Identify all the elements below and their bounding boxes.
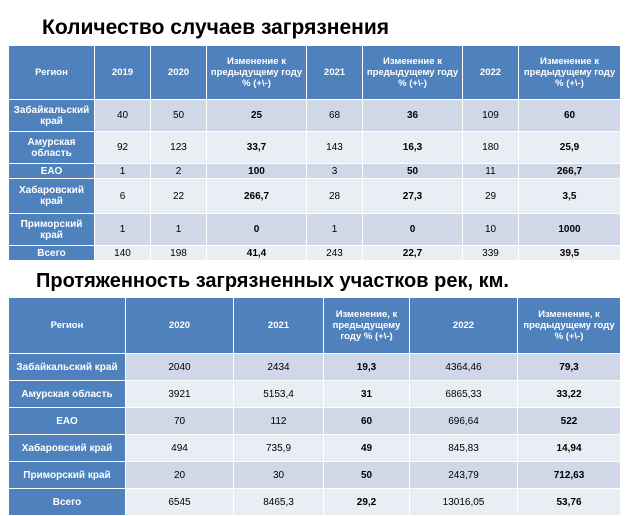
change-cell: 27,3 <box>363 179 463 214</box>
region-cell: Амурская область <box>9 132 95 164</box>
table-header-row <box>9 46 621 100</box>
change-cell: 25,9 <box>519 132 621 164</box>
value-cell: 13016,05 <box>410 489 518 516</box>
change-cell: 60 <box>324 408 410 435</box>
value-cell: 10 <box>463 214 519 246</box>
value-cell: 30 <box>234 462 324 489</box>
change-cell: 1000 <box>519 214 621 246</box>
value-cell: 70 <box>126 408 234 435</box>
value-cell: 198 <box>151 246 207 261</box>
column-header: Изменение к предыдущему году % (+\-) <box>363 46 463 100</box>
region-cell: Всего <box>9 246 95 261</box>
column-header: Регион <box>9 46 95 100</box>
region-cell: Амурская область <box>9 381 126 408</box>
column-header: 2021 <box>234 298 324 354</box>
value-cell: 180 <box>463 132 519 164</box>
value-cell: 8465,3 <box>234 489 324 516</box>
value-cell: 243,79 <box>410 462 518 489</box>
table-row <box>9 408 621 435</box>
column-header: Регион <box>9 298 126 354</box>
table-row <box>9 354 621 381</box>
value-cell: 143 <box>307 132 363 164</box>
value-cell: 40 <box>95 100 151 132</box>
region-cell: Хабаровский край <box>9 435 126 462</box>
value-cell: 50 <box>151 100 207 132</box>
polluted-river-length-table <box>8 297 621 516</box>
change-cell: 712,63 <box>518 462 621 489</box>
value-cell: 494 <box>126 435 234 462</box>
change-cell: 19,3 <box>324 354 410 381</box>
value-cell: 6865,33 <box>410 381 518 408</box>
table-row <box>9 462 621 489</box>
table-row <box>9 132 621 164</box>
value-cell: 112 <box>234 408 324 435</box>
value-cell: 1 <box>95 164 151 179</box>
value-cell: 29 <box>463 179 519 214</box>
change-cell: 0 <box>207 214 307 246</box>
change-cell: 266,7 <box>519 164 621 179</box>
value-cell: 3 <box>307 164 363 179</box>
change-cell: 29,2 <box>324 489 410 516</box>
change-cell: 79,3 <box>518 354 621 381</box>
region-cell: Приморский край <box>9 462 126 489</box>
change-cell: 41,4 <box>207 246 307 261</box>
pollution-cases-title: Количество случаев загрязнения <box>42 16 389 39</box>
value-cell: 735,9 <box>234 435 324 462</box>
change-cell: 3,5 <box>519 179 621 214</box>
value-cell: 845,83 <box>410 435 518 462</box>
column-header: 2022 <box>410 298 518 354</box>
value-cell: 68 <box>307 100 363 132</box>
value-cell: 92 <box>95 132 151 164</box>
table-row <box>9 214 621 246</box>
region-cell: ЕАО <box>9 164 95 179</box>
change-cell: 60 <box>519 100 621 132</box>
change-cell: 22,7 <box>363 246 463 261</box>
pollution-cases-table <box>8 45 621 261</box>
value-cell: 2040 <box>126 354 234 381</box>
change-cell: 33,22 <box>518 381 621 408</box>
change-cell: 25 <box>207 100 307 132</box>
region-cell: Всего <box>9 489 126 516</box>
value-cell: 1 <box>95 214 151 246</box>
column-header: 2019 <box>95 46 151 100</box>
table-row <box>9 489 621 516</box>
value-cell: 109 <box>463 100 519 132</box>
table-row <box>9 179 621 214</box>
change-cell: 33,7 <box>207 132 307 164</box>
change-cell: 50 <box>324 462 410 489</box>
value-cell: 140 <box>95 246 151 261</box>
value-cell: 6 <box>95 179 151 214</box>
table-header-row <box>9 298 621 354</box>
change-cell: 36 <box>363 100 463 132</box>
region-cell: ЕАО <box>9 408 126 435</box>
change-cell: 266,7 <box>207 179 307 214</box>
value-cell: 5153,4 <box>234 381 324 408</box>
value-cell: 339 <box>463 246 519 261</box>
value-cell: 2434 <box>234 354 324 381</box>
column-header: 2022 <box>463 46 519 100</box>
region-cell: Забайкальский край <box>9 354 126 381</box>
value-cell: 20 <box>126 462 234 489</box>
column-header: Изменение к предыдущему году % (+\-) <box>519 46 621 100</box>
value-cell: 3921 <box>126 381 234 408</box>
change-cell: 50 <box>363 164 463 179</box>
change-cell: 0 <box>363 214 463 246</box>
region-cell: Хабаровский край <box>9 179 95 214</box>
column-header: 2020 <box>151 46 207 100</box>
table-row <box>9 100 621 132</box>
change-cell: 14,94 <box>518 435 621 462</box>
value-cell: 1 <box>307 214 363 246</box>
value-cell: 2 <box>151 164 207 179</box>
value-cell: 6545 <box>126 489 234 516</box>
change-cell: 39,5 <box>519 246 621 261</box>
value-cell: 696,64 <box>410 408 518 435</box>
value-cell: 28 <box>307 179 363 214</box>
change-cell: 49 <box>324 435 410 462</box>
table-row <box>9 381 621 408</box>
change-cell: 31 <box>324 381 410 408</box>
value-cell: 243 <box>307 246 363 261</box>
column-header: Изменение, к предыдущему году % (+\-) <box>518 298 621 354</box>
table-row <box>9 435 621 462</box>
value-cell: 123 <box>151 132 207 164</box>
column-header: 2021 <box>307 46 363 100</box>
region-cell: Забайкальский край <box>9 100 95 132</box>
polluted-river-length-title: Протяженность загрязненных участков рек, км. <box>36 270 509 292</box>
change-cell: 53,76 <box>518 489 621 516</box>
change-cell: 100 <box>207 164 307 179</box>
value-cell: 11 <box>463 164 519 179</box>
column-header: Изменение, к предыдущему году % (+\-) <box>324 298 410 354</box>
change-cell: 522 <box>518 408 621 435</box>
value-cell: 22 <box>151 179 207 214</box>
table-row <box>9 246 621 261</box>
column-header: Изменение к предыдущему году % (+\-) <box>207 46 307 100</box>
value-cell: 1 <box>151 214 207 246</box>
region-cell: Приморский край <box>9 214 95 246</box>
column-header: 2020 <box>126 298 234 354</box>
change-cell: 16,3 <box>363 132 463 164</box>
value-cell: 4364,46 <box>410 354 518 381</box>
table-row <box>9 164 621 179</box>
